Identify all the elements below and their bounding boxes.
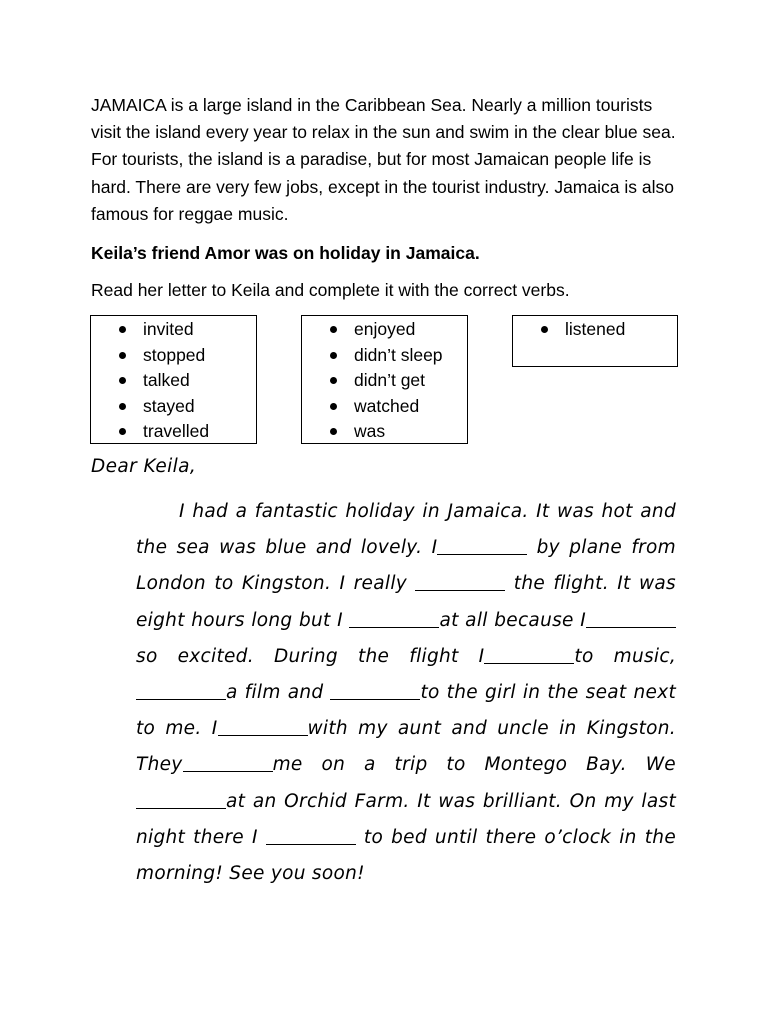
word-item: didn’t get: [302, 368, 467, 394]
blank-3[interactable]: [349, 608, 439, 628]
letter-text: to bed until there o’clock in the morning! See you soon!: [136, 826, 677, 885]
blank-7[interactable]: [330, 681, 420, 701]
word-list: [513, 317, 677, 343]
blank-10[interactable]: [136, 789, 226, 809]
blank-4[interactable]: [586, 608, 676, 628]
blank-5[interactable]: [484, 644, 574, 664]
blank-9[interactable]: [183, 753, 273, 773]
blank-8[interactable]: [218, 717, 308, 737]
word-item: watched: [302, 394, 467, 420]
word-list: [91, 317, 256, 445]
instruction-text: Read her letter to Keila and complete it with the correct verbs.: [91, 280, 570, 300]
letter-text: by plane from London to Kingston. I really: [136, 537, 676, 595]
blank-1[interactable]: [437, 536, 527, 556]
letter-text: I had a fantastic holiday in Jamaica. It was hot and the sea was blue and lovely. I: [136, 501, 676, 559]
word-item: was: [302, 419, 467, 445]
word-item: didn’t sleep: [302, 343, 467, 369]
word-box-1: [90, 315, 257, 444]
letter-greeting: Dear Keila,: [91, 456, 197, 477]
blank-6[interactable]: [136, 681, 226, 701]
word-item: stopped: [91, 343, 256, 369]
letter-text: at an Orchid Farm. It was brilliant. On my last night there I: [136, 790, 676, 848]
letter-text: so excited. During the flight I: [136, 645, 485, 667]
word-item: enjoyed: [302, 317, 467, 343]
letter-text: me on a trip to Montego Bay. We: [272, 754, 676, 776]
letter-text: a film and: [226, 682, 331, 704]
letter-text: the flight. It was eight hours long but I: [136, 573, 676, 631]
letter-text: to the girl in the seat next to me. I: [136, 682, 676, 740]
word-item: listened: [513, 317, 677, 343]
letter-text: at all because I: [439, 609, 587, 631]
letter-text: to music,: [574, 645, 677, 667]
blank-2[interactable]: [415, 572, 505, 592]
letter-text: with my aunt and uncle in Kingston. They: [136, 718, 676, 776]
word-list: [302, 317, 467, 445]
letter-body: [136, 494, 676, 892]
intro-paragraph: JAMAICA is a large island in the Caribbean Sea. Nearly a million tourists visit the island every year to relax in the sun and swim in the clear blue sea. For tourists, the island is a paradise, but for most Jamaican people life is hard. There are very few jobs, except in the tourist industry. Jamaica is also famous for reggae music.: [91, 95, 676, 224]
word-item: invited: [91, 317, 256, 343]
word-item: travelled: [91, 419, 256, 445]
word-item: stayed: [91, 394, 256, 420]
context-sentence: Keila’s friend Amor was on holiday in Jamaica.: [91, 243, 480, 263]
word-box-2: [301, 315, 468, 444]
word-item: talked: [91, 368, 256, 394]
blank-11[interactable]: [266, 825, 356, 845]
word-box-3: [512, 315, 678, 367]
